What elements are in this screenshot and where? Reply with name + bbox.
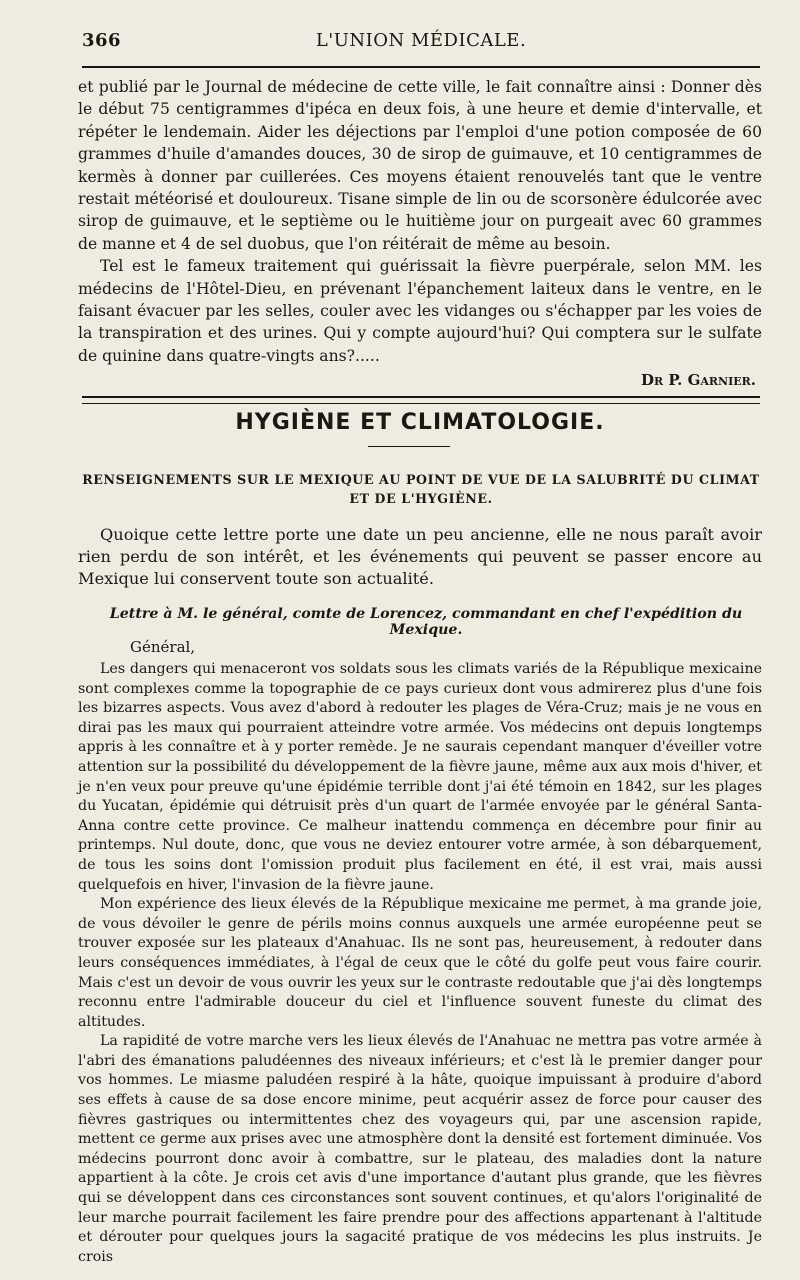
- intro-paragraph: Tel est le fameux traitement qui guérissait la fièvre puerpérale, selon MM. les médecins de l'Hôtel-Dieu, en prévenant l'épanchement laiteux dans le ventre, en le faisant évacuer par les selles, couler avec les vidanges ou s'échapper par les voies de la transpiration et des urines. Qui y compte aujourd'hui? Qui comptera sur le sulfate de quinine dans quatre-vingts ans?.....: [78, 257, 762, 365]
- letter-paragraph: La rapidité de votre marche vers les lieux élevés de l'Anahuac ne mettra pas votre armée à l'abri des émanations paludéennes des niveaux inférieurs; et c'est là le premier danger pour vos hommes. Le miasme paludéen respiré à la hâte, quoique impuissant à produire d'abord ses effets à cause de sa dose encore minime, peut acquérir assez de force pour causer des fièvres gastriques ou intermittentes chez des voyageurs qui, par une ascension rapide, mettent ce germe aux prises avec une atmosphère dont la densité est fortement diminuée. Vos médecins pourront donc avoir à combattre, sur le plateau, des maladies dont la nature appartient à la côte. Je crois cet avis d'une importance d'autant plus grande, que les fièvres qui se développent dans ces circonstances sont souvent continues, et qu'alors l'originalité de leur marche pourrait facilement les faire prendre pour des affections appartenant à l'altitude et dérouter pour quelques jours la sagacité pratique de vos médecins les plus instruits. Je crois: [78, 1033, 762, 1265]
- author-signature: Dr P. Garnier.: [640, 371, 756, 390]
- page-header: [82, 30, 760, 60]
- intro-article: [78, 76, 762, 392]
- title-underline: [368, 446, 450, 447]
- subtitle-line: RENSEIGNEMENTS SUR LE MEXIQUE AU POINT DE VUE DE LA SALUBRITÉ DU CLIMAT: [82, 472, 760, 487]
- letter-paragraph: Les dangers qui menaceront vos soldats sous les climats variés de la République mexicaine sont complexes comme la topographie de ce pays curieux dont vous admirerez plus d'une fois les bizarres aspects. Vous avez d'abord à redouter les plages de Véra-Cruz; mais je ne vous en dirai pas les maux qui pourraient atteindre votre armée. Vos médecins ont depuis longtemps appris à les connaître et à y porter remède. Je ne saurais cependant manquer d'éveiller votre attention sur la possibilité du développement de la fièvre jaune, même aux aux mois d'hiver, et je n'en veux pour preuve qu'une épidémie terrible dont j'ai été témoin en 1842, sur les plages du Yucatan, épidémie qui détruisit près d'un quart de l'armée envoyée par le général Santa-Anna contre cette province. Ce malheur inattendu commença en décembre pour finir au printemps. Nul doute, donc, que vous ne deviez entourer votre armée, à son débarquement, de tous les soins dont l'omission produit plus facilement en été, il est vrai, mais aussi quelquefois en hiver, l'invasion de la fièvre jaune.: [78, 661, 762, 893]
- letter-body: [78, 660, 762, 1267]
- editorial-intro: Quoique cette lettre porte une date un peu ancienne, elle ne nous paraît avoir rien perdu de son intérêt, et les événements qui peuvent se passer encore au Mexique lui conservent toute son actualité.: [78, 525, 762, 588]
- running-title: L'UNION MÉDICALE.: [315, 30, 527, 51]
- section-divider: [82, 396, 760, 404]
- header-rule: [82, 66, 760, 68]
- article-subtitle: [80, 470, 762, 508]
- intro-paragraph: et publié par le Journal de médecine de cette ville, le fait connaître ainsi : Donner dès le début 75 centigrammes d'ipéca en deux fois, à une heure et demie d'intervalle, et répéter le lendemain. Aider les déjections par l'emploi d'une potion composée de 60 grammes d'huile d'amandes douces, 30 de sirop de guimauve, et 10 centigrammes de kermès à donner par cuillerées. Ces moyens étaient renouvelés tant que le ventre restait météorisé et douloureux. Tisane simple de lin ou de scorsonère édulcorée avec sirop de guimauve, et le septième ou le huitième jour on purgeait avec 60 grammes de manne et 4 de sel duobus, que l'on réitérait de même au besoin.: [78, 78, 762, 253]
- letter-heading: Lettre à M. le général, comte de Lorencez, commandant en chef l'expédition du Mexique.: [109, 606, 743, 638]
- section-title: HYGIÈNE ET CLIMATOLOGIE.: [235, 410, 605, 435]
- salutation: Général,: [130, 638, 196, 656]
- letter-paragraph: Mon expérience des lieux élevés de la République mexicaine me permet, à ma grande joie, de vous dévoiler le genre de périls moins connus auxquels une armée européenne peut se trouver exposée sur les plateaux d'Anahuac. Ils ne sont pas, heureusement, à redouter dans leurs conséquences immédiates, à l'égal de ceux que le côté du golfe peut vous faire courir. Mais c'est un devoir de vous ouvrir les yeux sur le contraste redoutable que j'ai dès longtemps reconnu entre l'admirable douceur du ciel et l'influence souvent funeste du climat des altitudes.: [78, 896, 762, 1030]
- subtitle-line: ET DE L'HYGIÈNE.: [349, 491, 493, 506]
- page-number: 366: [82, 30, 122, 51]
